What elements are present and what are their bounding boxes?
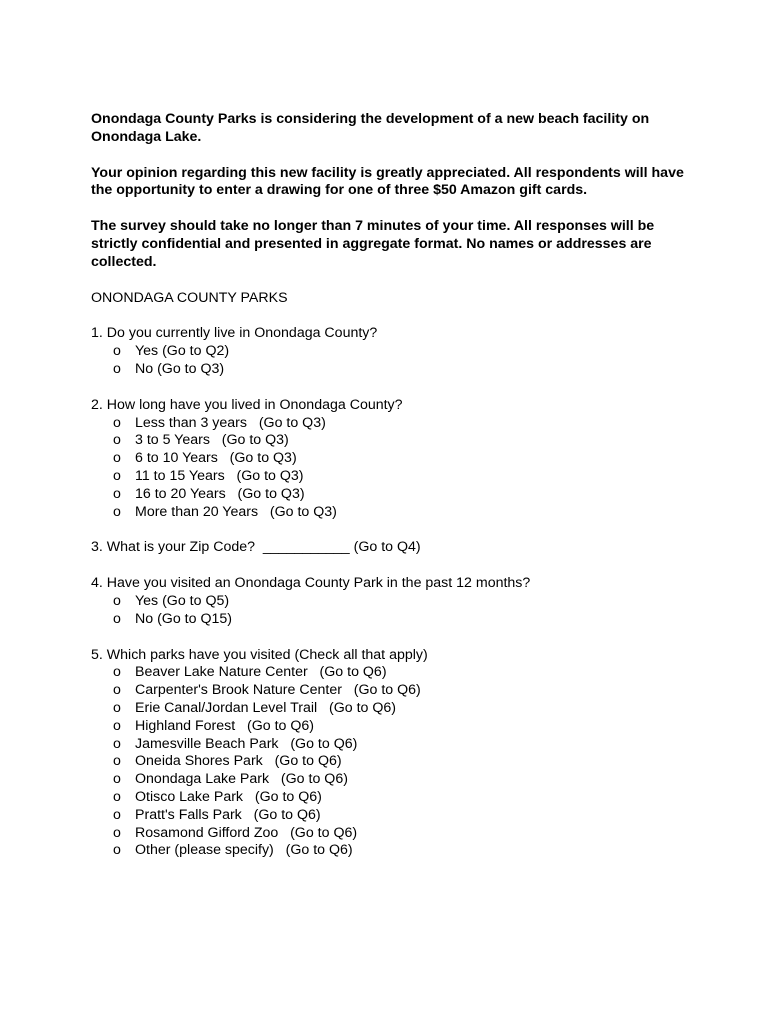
spacer [91, 307, 691, 325]
answer-option[interactable] [91, 807, 691, 825]
spacer [91, 272, 691, 290]
answer-option-label: Oneida Shores Park (Go to Q6) [135, 753, 342, 770]
answer-option[interactable] [91, 343, 691, 361]
question-block [91, 575, 691, 628]
answer-option[interactable] [91, 450, 691, 468]
answer-option[interactable] [91, 842, 691, 860]
answer-option[interactable] [91, 718, 691, 736]
answer-option[interactable] [91, 700, 691, 718]
answer-option-label: Pratt's Falls Park (Go to Q6) [135, 806, 321, 823]
circle-bullet-icon: o [113, 360, 121, 377]
answer-option[interactable] [91, 753, 691, 771]
answer-option[interactable] [91, 468, 691, 486]
circle-bullet-icon: o [113, 592, 121, 609]
answer-option[interactable] [91, 682, 691, 700]
answer-option[interactable] [91, 432, 691, 450]
answer-option[interactable] [91, 486, 691, 504]
answer-option-label: Other (please specify) (Go to Q6) [135, 842, 353, 859]
answer-option-label: No (Go to Q3) [135, 360, 225, 377]
circle-bullet-icon: o [113, 414, 121, 431]
circle-bullet-icon: o [113, 682, 121, 699]
spacer [91, 629, 691, 647]
answer-option[interactable] [91, 415, 691, 433]
question-list [91, 325, 691, 860]
answer-option-label: Jamesville Beach Park (Go to Q6) [135, 735, 358, 752]
answer-option[interactable] [91, 789, 691, 807]
answer-option-label: Yes (Go to Q2) [135, 343, 230, 360]
spacer [91, 521, 691, 539]
section-title: ONONDAGA COUNTY PARKS [91, 289, 288, 306]
intro-paragraph-1: Onondaga County Parks is considering the development of a new beach facility on Onondaga Lake. [91, 111, 650, 145]
answer-option-label: 16 to 20 Years (Go to Q3) [135, 485, 305, 502]
question-text: 1. Do you currently live in Onondaga County? [91, 325, 378, 342]
answer-option-label: Yes (Go to Q5) [135, 592, 230, 609]
question-block [91, 325, 691, 378]
answer-option[interactable] [91, 771, 691, 789]
answer-option-label: 11 to 15 Years (Go to Q3) [135, 467, 304, 484]
circle-bullet-icon: o [113, 699, 121, 716]
answer-option[interactable] [91, 736, 691, 754]
circle-bullet-icon: o [113, 485, 121, 502]
circle-bullet-icon: o [113, 450, 121, 467]
answer-option-label: Onondaga Lake Park (Go to Q6) [135, 771, 348, 788]
question-text: 4. Have you visited an Onondaga County Park in the past 12 months? [91, 575, 531, 592]
spacer [91, 557, 691, 575]
answer-option-label: 3 to 5 Years (Go to Q3) [135, 432, 289, 449]
answer-option-label: 6 to 10 Years (Go to Q3) [135, 450, 297, 467]
question-block [91, 539, 691, 557]
circle-bullet-icon: o [113, 735, 121, 752]
circle-bullet-icon: o [113, 343, 121, 360]
question-text: 2. How long have you lived in Onondaga County? [91, 396, 403, 413]
question-text: 3. What is your Zip Code? ___________ (Go to Q4) [91, 539, 421, 556]
question-block [91, 647, 691, 861]
answer-option-label: Highland Forest (Go to Q6) [135, 717, 314, 734]
circle-bullet-icon: o [113, 842, 121, 859]
answer-option[interactable] [91, 361, 691, 379]
answer-option[interactable] [91, 593, 691, 611]
spacer [91, 379, 691, 397]
circle-bullet-icon: o [113, 717, 121, 734]
answer-option[interactable] [91, 664, 691, 682]
answer-option[interactable] [91, 825, 691, 843]
answer-option-label: No (Go to Q15) [135, 610, 232, 627]
answer-option[interactable] [91, 611, 691, 629]
circle-bullet-icon: o [113, 467, 121, 484]
answer-option-label: Less than 3 years (Go to Q3) [135, 414, 326, 431]
circle-bullet-icon: o [113, 771, 121, 788]
circle-bullet-icon: o [113, 610, 121, 627]
spacer [91, 200, 691, 218]
answer-option-label: Erie Canal/Jordan Level Trail (Go to Q6) [135, 699, 397, 716]
circle-bullet-icon: o [113, 806, 121, 823]
answer-option[interactable] [91, 504, 691, 522]
intro-paragraph-3: The survey should take no longer than 7 minutes of your time. All responses will be strictly confidential and presented in aggregate format. No names or addresses are collected. [91, 218, 655, 270]
survey-document [91, 111, 691, 860]
question-text: 5. Which parks have you visited (Check all that apply) [91, 646, 428, 663]
circle-bullet-icon: o [113, 664, 121, 681]
answer-option-label: Beaver Lake Nature Center (Go to Q6) [135, 664, 387, 681]
answer-option-label: More than 20 Years (Go to Q3) [135, 503, 337, 520]
circle-bullet-icon: o [113, 432, 121, 449]
circle-bullet-icon: o [113, 503, 121, 520]
circle-bullet-icon: o [113, 753, 121, 770]
circle-bullet-icon: o [113, 824, 121, 841]
answer-option-label: Rosamond Gifford Zoo (Go to Q6) [135, 824, 358, 841]
spacer [91, 147, 691, 165]
answer-option-label: Carpenter's Brook Nature Center (Go to Q6) [135, 682, 421, 699]
circle-bullet-icon: o [113, 788, 121, 805]
question-block [91, 397, 691, 522]
intro-paragraph-2: Your opinion regarding this new facility is greatly appreciated. All respondents will have the opportunity to enter a drawing for one of three $50 Amazon gift cards. [91, 164, 684, 199]
answer-option-label: Otisco Lake Park (Go to Q6) [135, 788, 322, 805]
